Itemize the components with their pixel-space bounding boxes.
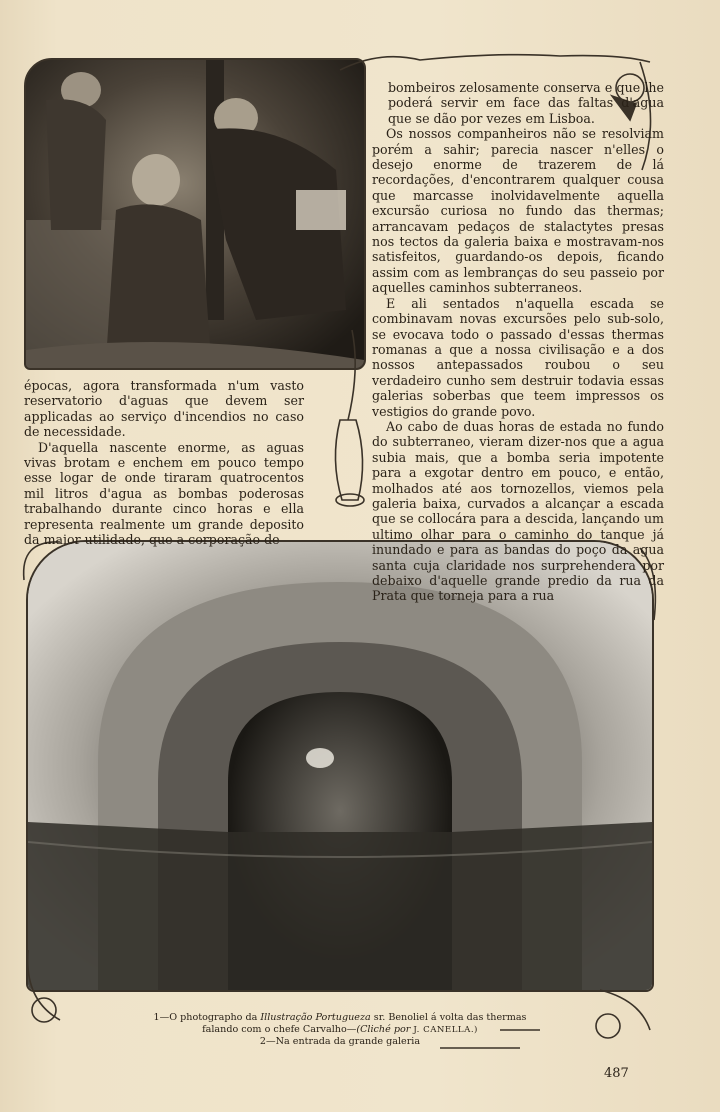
paragraph: Ao cabo de duas horas de estada no fundo do subterraneo, vieram dizer-nos que a agua subia mais, que a bomba seria impotente para a exgotar dentro em pouco, e então, molhados até aos tornozellos, viemos pela galeria baixa, curvados a alcançar a escada que se collocára para a descida, lançando um ultimo olhar para o caminho do tanque já inundado e para as bandas do poço da agua santa cuja claridade nos surprehendera por debaixo d'aquelle grande predio da rua da Prata que torneja para a rua — [372, 418, 664, 604]
caption-text: falando com o chefe Carvalho— — [202, 1024, 357, 1035]
page-number: 487 — [604, 1066, 629, 1081]
caption-line-1 — [150, 1012, 530, 1024]
caption-line-2 — [150, 1024, 530, 1036]
photo-caption — [150, 1012, 530, 1048]
text-column-left — [24, 378, 304, 547]
caption-italic: Illustração Portugueza — [260, 1012, 371, 1023]
paragraph: E ali sentados n'aquella escada se combinavam novas excursões pelo sub-solo, se evocava todo o passado d'essas thermas romanas a que a nossa civilisação e a dos nossos antepassados roubou o seu verdadeiro cunho sem destruir todavia essas galerias soberbas que teem impressos os vestigios do grande povo. — [372, 295, 664, 419]
caption-credit: J. CANELLA.) — [413, 1025, 478, 1035]
text-column-right — [372, 80, 664, 604]
caption-italic: (Cliché por — [356, 1024, 414, 1035]
caption-line-3: 2—Na entrada da grande galeria — [259, 1036, 421, 1047]
caption-text: 1—O photographo da — [153, 1012, 261, 1023]
paragraph: épocas, agora transformada n'um vasto reservatorio d'aguas que devem ser applicadas ao serviço d'incendios no caso de necessidade. — [24, 378, 304, 440]
paragraph: D'aquella nascente enorme, as aguas vivas brotam e enchem em pouco tempo esse logar de onde tiraram quatrocentos mil litros d'agua as bombas poderosas trabalhando durante cinco horas e ella representa realmente um grande deposito da maior utilidade, que a corporação de — [24, 439, 304, 548]
caption-text: sr. Benoliel á volta das thermas — [370, 1012, 527, 1023]
paragraph: bombeiros zelosamente conserva e que lhe poderá servir em face das faltas d'agua que se dão por vezes em Lisboa. — [388, 80, 664, 126]
paragraph: Os nossos companheiros não se resolviam porém a sahir; parecia nascer n'elles o desejo enorme de trazerem de lá recordações, d'encontrarem qualquer cousa que marcasse inolvidavelmente aquella excursão curiosa no fundo das thermas; arrancavam pedaços de stalactytes presas nos tectos da galeria baixa e mostravam-nos satisfeitos, guardando-os depois, ficando assim com as lembranças do seu passeio por aquelles caminhos subterraneos. — [372, 126, 664, 296]
